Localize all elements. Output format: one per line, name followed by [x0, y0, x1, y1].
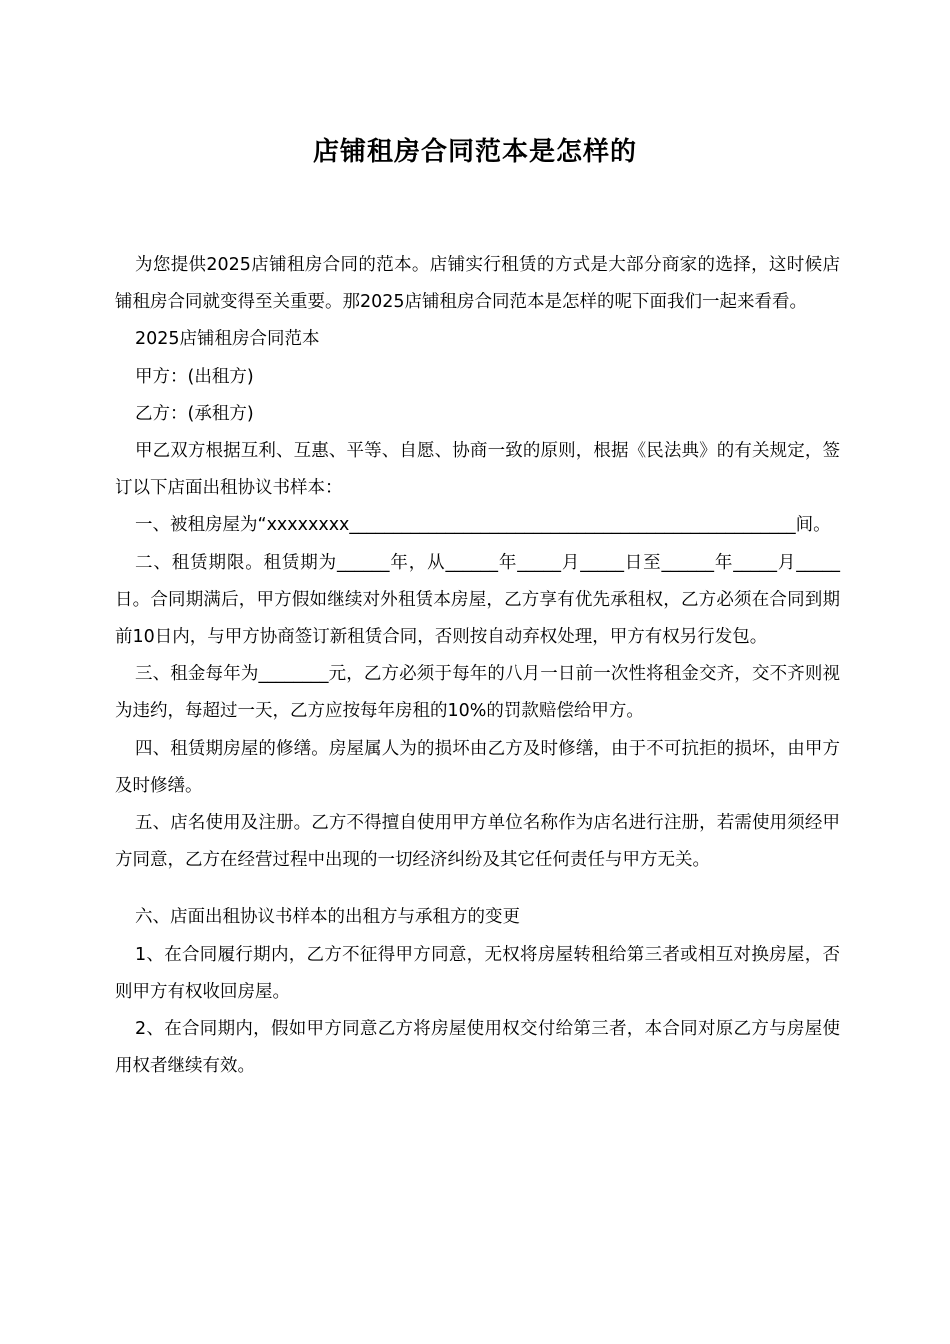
clause-6-item-1: 1、在合同履行期内，乙方不征得甲方同意，无权将房屋转租给第三者或相互对换房屋，否则甲方有权收回房屋。 — [115, 944, 840, 1002]
party-b-line: 乙方：(承租方) — [135, 403, 254, 424]
clause-3: 三、租金每年为________元，乙方必须于每年的八月一日前一次性将租金交齐，交不齐则视为违约，每超过一天，乙方应按每年房租的10%的罚款赔偿给甲方。 — [115, 664, 840, 722]
party-a-line: 甲方：(出租方) — [135, 366, 254, 387]
document-body — [115, 247, 840, 1085]
clause-6-item-2: 2、在合同期内，假如甲方同意乙方将房屋使用权交付给第三者，本合同对原乙方与房屋使用权者继续有效。 — [115, 1019, 840, 1077]
section-gap — [115, 879, 840, 899]
clause-2: 二、租赁期限。租赁期为______年，从______年_____月_____日至______年_____月_____日。合同期满后，甲方假如继续对外租赁本房屋，乙方享有优先承租权，乙方必须在合同到期前10日内，与甲方协商签订新租赁合同，否则按自动弃权处理，甲方有权另行发包。 — [115, 552, 840, 648]
clause-6-heading: 六、店面出租协议书样本的出租方与承租方的变更 — [135, 907, 520, 928]
intro-paragraph: 为您提供2025店铺租房合同的范本。店铺实行租赁的方式是大部分商家的选择，这时候店铺租房合同就变得至关重要。那2025店铺租房合同范本是怎样的呢下面我们一起来看看。 — [115, 255, 840, 313]
preamble-paragraph: 甲乙双方根据互利、互惠、平等、自愿、协商一致的原则，根据《民法典》的有关规定，签订以下店面出租协议书样本： — [115, 441, 840, 499]
clause-4: 四、租赁期房屋的修缮。房屋属人为的损坏由乙方及时修缮，由于不可抗拒的损坏，由甲方及时修缮。 — [115, 738, 840, 796]
contract-heading: 2025店铺租房合同范本 — [135, 329, 320, 350]
clause-1: 一、被租房屋为“xxxxxxxx___________________________________________________间。 — [135, 515, 831, 536]
clause-5: 五、店名使用及注册。乙方不得擅自使用甲方单位名称作为店名进行注册，若需使用须经甲方同意，乙方在经营过程中出现的一切经济纠纷及其它任何责任与甲方无关。 — [115, 813, 840, 871]
document-title: 店铺租房合同范本是怎样的 — [312, 137, 637, 167]
